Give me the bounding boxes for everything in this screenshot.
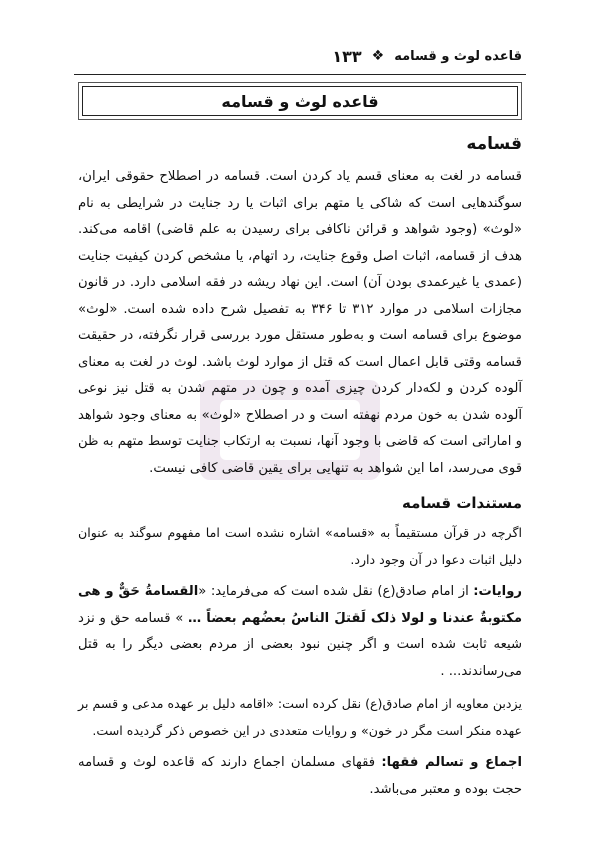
- page-body: [78, 134, 522, 803]
- ijma-label: اجماع و تسالم فقها:: [381, 755, 522, 770]
- ijma-text: فقهای مسلمان اجماع دارند که قاعده لوث و قسامه حجت بوده و معتبر می‌باشد.: [78, 755, 522, 797]
- section-heading-qasameh: قسامه: [466, 134, 522, 154]
- ijma-paragraph: [78, 750, 522, 803]
- riwayat-arabic-quote: القسامةُ حَقٌّ و هی مکتوبةٌ عندنا و لولا ذلک لَقتلَ الناسُ بعضُهم بعضاً …: [78, 584, 522, 626]
- quran-paragraph: اگرچه در قرآن مستقیماً به «قسامه» اشاره نشده است اما مفهوم سوگند به عنوان دلیل اثبات دعوا در آن وجود دارد.: [78, 525, 522, 567]
- riwayat-translation: » قسامه حق و نزد شیعه ثابت شده است و اگر چنین نبود بعضی از مردم بعضی دیگر را به قتل می‌رساندند... .: [78, 610, 522, 679]
- yazid-paragraph: یزدبن معاویه از امام صادق(ع) نقل کرده است: «اقامه دلیل بر عهده مدعی و قسم بر عهده منکر است مگر در خون» و روایات متعددی در این خصوص ذکر گردیده است.: [78, 696, 522, 738]
- running-head: [78, 42, 522, 70]
- riwayat-label: روایات:: [473, 584, 522, 599]
- running-head-title: قاعده لوث و قسامه: [394, 48, 522, 64]
- ornament-icon: ❖: [371, 48, 385, 64]
- page-number: ۱۳۳: [332, 46, 362, 66]
- section-heading-mostanadat: مستندات قسامه: [402, 494, 522, 512]
- riwayat-intro: از امام صادق(ع) نقل شده است که می‌فرماید: «: [198, 584, 474, 599]
- qasameh-paragraph: قسامه در لغت به معنای قسم یاد کردن است. قسامه در اصطلاح حقوقی ایران، سوگندهایی است که شاکی یا متهم برای اثبات یا رد جنایت در شرایطی به نام «لوث» (وجود شواهد و قرائن ناکافی برای رسیدن به علم قاضی) اقامه می‌کند. هدف از قسامه، اثبات اصل وقوع جنایت، رد اتهام، یا مشخص کردن کیفیت جنایت (عمدی یا غیرعمدی بودن آن) است. این نهاد ریشه در فقه اسلامی دارد. در قانون مجازات اسلامی در موارد ۳۱۲ تا ۳۴۶ به تفصیل شرح داده شده است. «لوث» موضوع برای قسامه است و به‌طور مستقل مورد بررسی قرار نگرفته، در حقیقت قسامه وقتی قابل اعمال است که قتل از موارد لوث باشد. لوث در لغت به معنای آلوده کردن و لکه‌دار کردن چیزی آمده و چون در متهم شدن به قتل نیز نوعی آلوده شدن به خون مردم نهفته است و در اصطلاح «لوث» به معنای وجود شواهد و اماراتی است که قاضی با وجود آنها، نسبت به ارتکاب جنایت توسط متهم به ظن قوی می‌رسد، اما این شواهد به تنهایی برای یقین قاضی کافی نیست.: [78, 169, 522, 476]
- header-rule: [74, 74, 526, 75]
- chapter-title-box: [78, 82, 522, 120]
- chapter-title: قاعده لوث و قسامه: [82, 86, 518, 116]
- riwayat-paragraph: [78, 579, 522, 685]
